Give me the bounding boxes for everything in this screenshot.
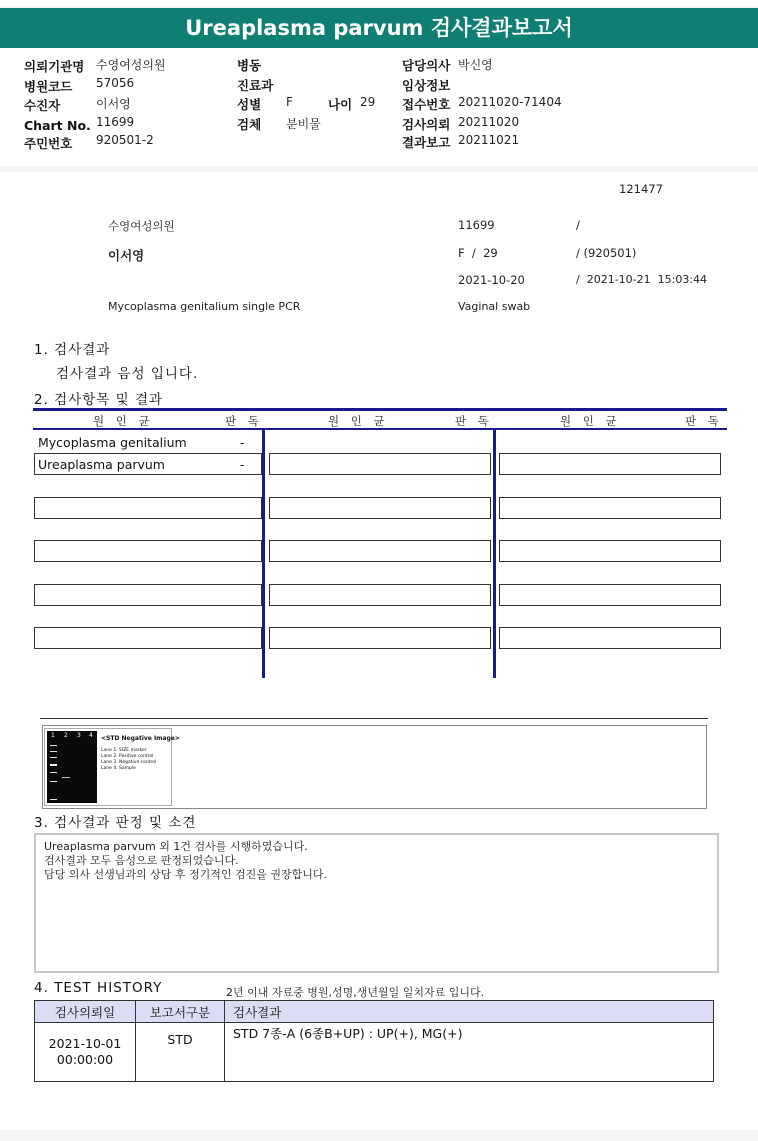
gel-lane-label: 2	[64, 732, 68, 739]
col-header-pathogen-1: 원 인 균	[93, 414, 154, 428]
info-chart-no-value: 11699	[96, 115, 135, 129]
info-resident-no	[24, 133, 72, 152]
info-report-date-value: 20211021	[458, 133, 520, 147]
info-request-date: 검사의뢰	[402, 117, 451, 132]
results-column-divider-1	[262, 430, 265, 678]
section3-title: 3. 검사결과 판정 및 소견	[34, 815, 197, 831]
gel-legend-item: Lane 1. SIZE marker	[101, 748, 147, 753]
summary-institution: 수영여성의원	[108, 219, 175, 233]
summary-id: / (920501)	[576, 246, 637, 260]
empty-row	[499, 584, 721, 606]
empty-row	[34, 497, 262, 519]
gel-legend-item: Lane 4. Sample	[101, 766, 136, 771]
info-age: 나이	[328, 97, 353, 112]
empty-row	[499, 453, 721, 475]
gel-band	[62, 777, 70, 778]
gel-legend-item: Lane 2. Positive control	[101, 754, 154, 759]
info-patient-value: 이서영	[96, 97, 131, 111]
gel-band	[50, 757, 57, 758]
document-number: 121477	[619, 182, 663, 196]
gel-band	[50, 772, 57, 773]
empty-row	[499, 627, 721, 649]
history-col-result: 검사결과	[225, 1001, 714, 1023]
opinion-box	[34, 833, 719, 973]
info-doctor: 담당의사	[402, 58, 451, 73]
results-table-top-line	[33, 408, 727, 411]
result-row-judge: -	[240, 435, 245, 450]
col-header-judge-2: 판 독	[455, 414, 493, 428]
info-label: 의뢰기관명	[24, 59, 85, 74]
empty-row	[269, 584, 491, 606]
section2-title: 2. 검사항목 및 결과	[34, 392, 164, 408]
summary-report-datetime: / 2021-10-21 15:03:44	[576, 273, 708, 286]
info-label: 수진자	[24, 98, 61, 113]
history-date-cell	[35, 1023, 136, 1082]
result-row-name: Mycoplasma genitalium	[38, 435, 187, 450]
info-resident-no-value: 920501-2	[96, 133, 154, 147]
gel-image	[47, 731, 97, 803]
empty-row	[269, 453, 491, 475]
info-specimen-value: 분비물	[286, 117, 321, 131]
history-type: STD	[136, 1023, 225, 1082]
info-sex-value: F	[286, 95, 293, 109]
history-header-row	[35, 1001, 714, 1023]
gel-band	[50, 745, 57, 746]
empty-row	[269, 497, 491, 519]
empty-row	[34, 584, 262, 606]
empty-row	[269, 540, 491, 562]
summary-specimen: Vaginal swab	[458, 300, 531, 313]
summary-sex-age: F / 29	[458, 246, 498, 260]
history-col-type: 보고서구분	[136, 1001, 225, 1023]
info-sex: 성별	[237, 97, 262, 112]
info-request-date-value: 20211020	[458, 115, 520, 129]
col-header-pathogen-2: 원 인 균	[328, 414, 389, 428]
info-ward: 병동	[237, 58, 262, 73]
section1-result-text: 검사결과 음성 입니다.	[56, 366, 199, 382]
history-result: STD 7종-A (6종B+UP) : UP(+), MG(+)	[225, 1023, 714, 1082]
info-institution-value: 수영여성의원	[96, 58, 166, 72]
info-chart-no	[24, 115, 91, 134]
info-clinical: 임상정보	[402, 78, 451, 93]
gel-band	[50, 764, 57, 766]
info-age-value: 29	[360, 95, 376, 109]
history-table	[34, 1000, 714, 1082]
summary-receipt-date: 2021-10-20	[458, 273, 525, 287]
gel-legend-item: Lane 3. Negative control	[101, 760, 157, 765]
gel-band	[50, 751, 57, 752]
col-header-judge-1: 판 독	[225, 414, 263, 428]
empty-row	[499, 497, 721, 519]
info-receipt-no: 접수번호	[402, 97, 451, 112]
empty-row	[34, 540, 262, 562]
gel-legend	[101, 748, 156, 772]
summary-test-name: Mycoplasma genitalium single PCR	[108, 300, 301, 313]
info-hospital-code	[24, 76, 72, 95]
info-institution	[24, 56, 84, 75]
gel-lane-label: 3	[77, 732, 81, 739]
info-label: 병원코드	[24, 79, 73, 94]
gel-thumbnail	[44, 728, 180, 806]
top-frame	[0, 0, 758, 6]
opinion-line: 담당 의사 선생님과의 상담 후 정기적인 검진을 권장합니다.	[44, 868, 327, 881]
history-note: 2년 이내 자료중 병원,성명,생년월일 일치자료 입니다.	[226, 986, 485, 999]
info-report-date: 결과보고	[402, 135, 451, 150]
info-patient	[24, 95, 60, 114]
section1-title: 1. 검사결과	[34, 342, 111, 358]
section4-title: 4. TEST HISTORY	[34, 980, 163, 996]
gel-top-rule	[40, 718, 708, 719]
opinion-line: Ureaplasma parvum 외 1건 검사를 시행하였습니다.	[44, 840, 308, 853]
info-label: Chart No.	[24, 118, 91, 133]
history-time: 00:00:00	[56, 1052, 114, 1067]
empty-row	[269, 627, 491, 649]
empty-row	[499, 540, 721, 562]
summary-chart-no: 11699	[458, 218, 495, 232]
history-date: 2021-10-01	[48, 1036, 122, 1051]
col-header-pathogen-3: 원 인 균	[560, 414, 621, 428]
col-header-judge-3: 판 독	[685, 414, 723, 428]
history-row	[35, 1023, 714, 1082]
opinion-line: 검사결과 모두 음성으로 판정되었습니다.	[44, 854, 239, 867]
gel-lane-label: 1	[51, 732, 55, 739]
info-hospital-code-value: 57056	[96, 76, 135, 90]
gel-caption: <STD Negative Image>	[101, 735, 180, 742]
results-column-divider-2	[493, 430, 496, 678]
gel-lane-label: 4	[89, 732, 93, 739]
gel-band	[50, 781, 57, 782]
header-info-panel	[0, 48, 758, 166]
summary-slash: /	[576, 218, 580, 232]
info-receipt-no-value: 20211020-71404	[458, 95, 562, 109]
result-row-name: Ureaplasma parvum	[38, 457, 165, 472]
history-col-date: 검사의뢰일	[35, 1001, 136, 1023]
empty-row	[34, 627, 262, 649]
report-title: Ureaplasma parvum 검사결과보고서	[0, 8, 758, 48]
info-label: 주민번호	[24, 136, 73, 151]
summary-patient: 이서영	[108, 248, 145, 263]
gel-band	[50, 799, 57, 800]
info-specimen: 검체	[237, 117, 262, 132]
info-department: 진료과	[237, 78, 274, 93]
info-doctor-value: 박신영	[458, 58, 493, 72]
result-row-judge: -	[240, 457, 245, 472]
